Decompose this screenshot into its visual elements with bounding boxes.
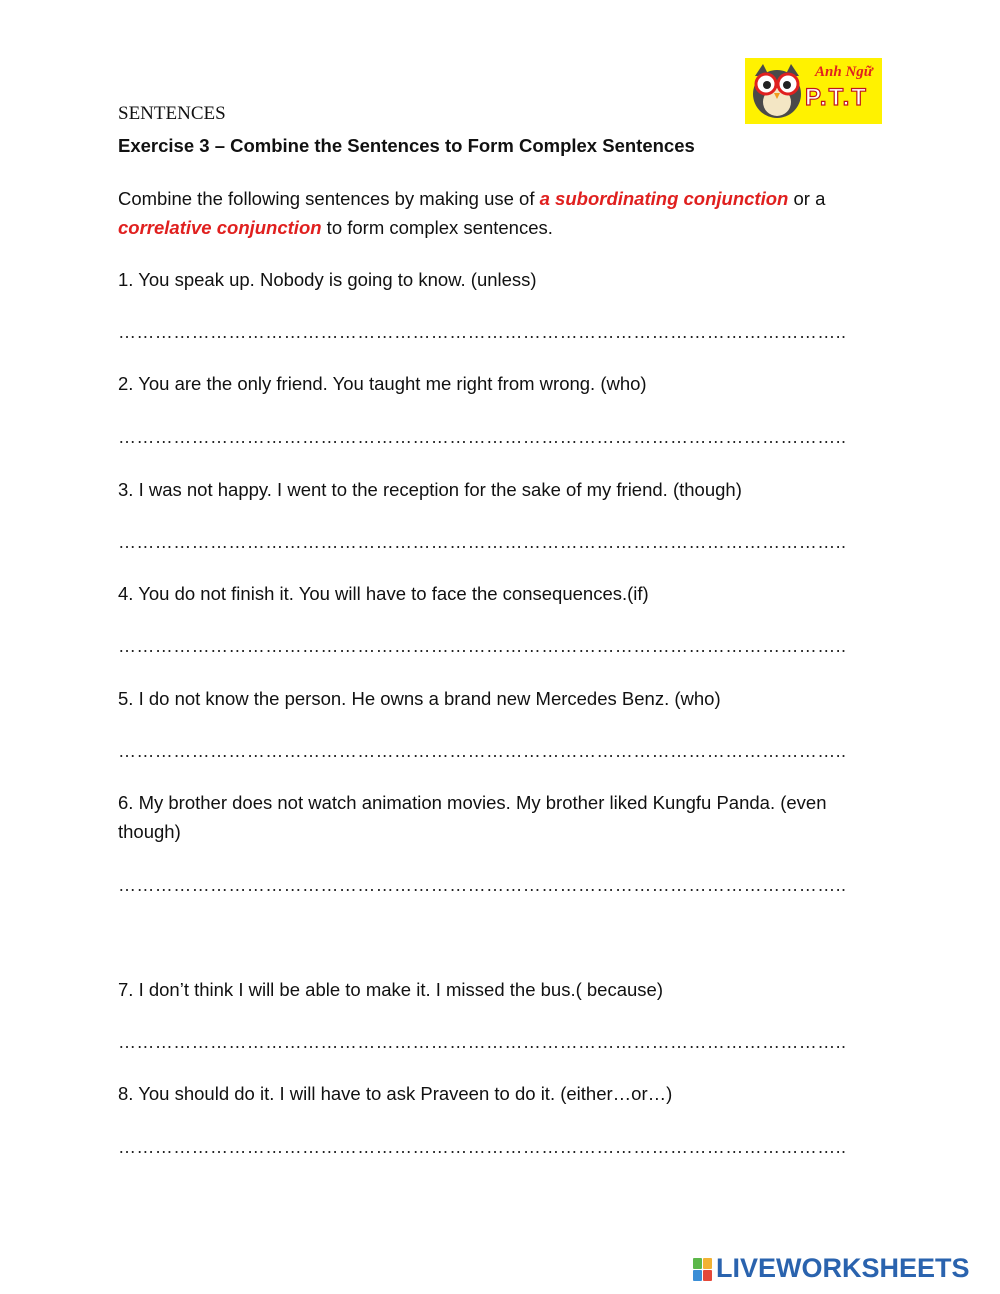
answer-line-1[interactable]: ……………………………………………………………………………………………………….. — [118, 322, 847, 342]
question-4: 4. You do not finish it. You will have to face the consequences.(if) — [118, 583, 649, 604]
exercise-title: Exercise 3 – Combine the Sentences to Form Complex Sentences — [118, 135, 695, 156]
instructions-text-3: to form complex sentences. — [321, 217, 553, 238]
instructions-text-2: or a — [788, 188, 826, 209]
liveworksheets-logo[interactable] — [693, 1253, 993, 1284]
question-8: 8. You should do it. I will have to ask Praveen to do it. (either…or…) — [118, 1083, 673, 1104]
question-5: 5. I do not know the person. He owns a brand new Mercedes Benz. (who) — [118, 688, 721, 709]
liveworksheets-wordmark: LIVEWORKSHEETS — [716, 1253, 970, 1283]
owl-icon — [749, 62, 805, 120]
question-3: 3. I was not happy. I went to the reception for the sake of my friend. (though) — [118, 479, 742, 500]
question-1: 1. You speak up. Nobody is going to know. (unless) — [118, 269, 537, 290]
answer-line-2[interactable]: ……………………………………………………………………………………………………….. — [118, 427, 847, 447]
instructions — [118, 184, 888, 242]
logo-brand-line1: Anh Ngữ — [815, 64, 873, 80]
question-2: 2. You are the only friend. You taught me right from wrong. (who) — [118, 373, 647, 394]
answer-line-6[interactable]: ……………………………………………………………………………………………………….. — [118, 875, 847, 895]
answer-line-7[interactable]: ……………………………………………………………………………………………………….. — [118, 1032, 847, 1052]
logo — [745, 58, 882, 124]
page-heading: SENTENCES — [118, 103, 226, 124]
answer-line-3[interactable]: ……………………………………………………………………………………………………….. — [118, 532, 847, 552]
answer-line-8[interactable]: ……………………………………………………………………………………………………….. — [118, 1137, 847, 1157]
instructions-emphasis-1: a subordinating conjunction — [539, 188, 789, 209]
instructions-emphasis-2: correlative conjunction — [118, 217, 322, 238]
answer-line-4[interactable]: ……………………………………………………………………………………………………….. — [118, 636, 847, 656]
question-6: 6. My brother does not watch animation movies. My brother liked Kungfu Panda. (even though) — [118, 792, 827, 842]
logo-brand-line2: P.T.T — [805, 84, 868, 111]
answer-line-5[interactable]: ……………………………………………………………………………………………………….. — [118, 741, 847, 761]
liveworksheets-tiles-icon — [693, 1258, 713, 1282]
instructions-text-1: Combine the following sentences by making use of — [118, 188, 540, 209]
question-7: 7. I don’t think I will be able to make it. I missed the bus.( because) — [118, 979, 663, 1000]
